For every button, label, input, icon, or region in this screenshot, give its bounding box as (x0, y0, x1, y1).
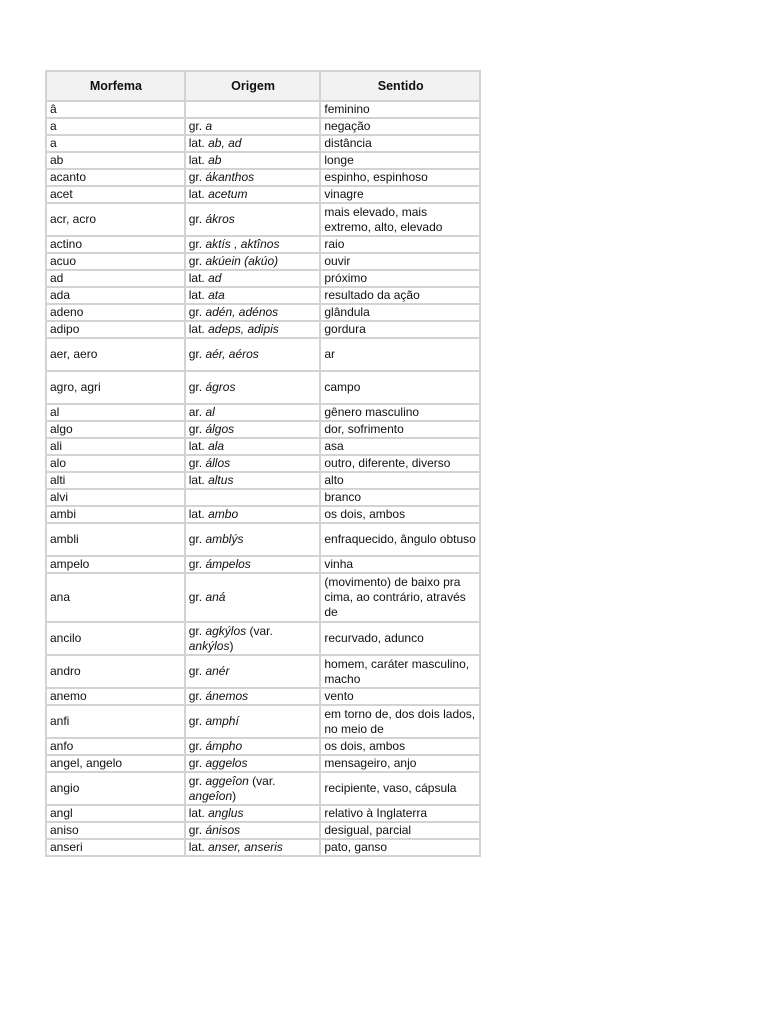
origin-term: aná (205, 590, 226, 604)
table-row (46, 101, 480, 118)
cell-morfema: adipo (46, 321, 185, 338)
cell-morfema: â (46, 101, 185, 118)
cell-morfema: ali (46, 438, 185, 455)
origin-language: lat. (188, 439, 209, 453)
origin-term: anser, anseris (208, 840, 283, 854)
table-row (46, 455, 480, 472)
cell-sentido: longe (320, 152, 480, 169)
cell-morfema: ambi (46, 506, 185, 523)
cell-morfema: acet (46, 186, 185, 203)
cell-sentido: gênero masculino (320, 404, 480, 421)
cell-origem (185, 839, 321, 856)
cell-sentido: vinagre (320, 186, 480, 203)
table-row (46, 556, 480, 573)
origin-language: ar. (188, 405, 206, 419)
cell-morfema: ampelo (46, 556, 185, 573)
cell-sentido: campo (320, 371, 480, 404)
morpheme-table (45, 70, 481, 857)
cell-sentido: glândula (320, 304, 480, 321)
cell-morfema: ab (46, 152, 185, 169)
table-row (46, 573, 480, 622)
cell-origem (185, 321, 321, 338)
table-row (46, 523, 480, 556)
origin-term: ákanthos (205, 170, 255, 184)
cell-sentido: vinha (320, 556, 480, 573)
cell-origem (185, 404, 321, 421)
origin-term: aér, aéros (205, 347, 259, 361)
cell-origem (185, 438, 321, 455)
cell-morfema: aniso (46, 822, 185, 839)
origin-term: angeîon (188, 788, 233, 803)
origin-term: állos (205, 456, 231, 470)
origin-language: lat. (188, 136, 209, 150)
table-row (46, 304, 480, 321)
cell-origem (185, 655, 321, 688)
origin-term: ambo (208, 507, 239, 521)
origin-language: lat. (188, 322, 209, 336)
cell-sentido: branco (320, 489, 480, 506)
origin-term: ad (208, 271, 222, 285)
cell-morfema: alti (46, 472, 185, 489)
origin-term: agkýlos (205, 623, 247, 638)
origin-language: gr. (188, 714, 206, 728)
origin-term: adén, adénos (205, 305, 279, 319)
table-row (46, 321, 480, 338)
origin-term: ágros (205, 380, 236, 394)
origin-language: lat. (188, 806, 209, 820)
origin-term: aktís , aktînos (205, 237, 280, 251)
origin-term: al (205, 405, 215, 419)
cell-origem (185, 152, 321, 169)
table-row (46, 738, 480, 755)
cell-sentido: desigual, parcial (320, 822, 480, 839)
cell-morfema: acuo (46, 253, 185, 270)
origin-language: (var. (246, 623, 273, 638)
table-row (46, 118, 480, 135)
cell-origem (185, 556, 321, 573)
origin-term: aggelos (205, 756, 248, 770)
cell-origem (185, 705, 321, 738)
cell-origem (185, 169, 321, 186)
cell-sentido: alto (320, 472, 480, 489)
cell-origem (185, 270, 321, 287)
table-row (46, 688, 480, 705)
origin-language: gr. (188, 237, 206, 251)
cell-origem (185, 203, 321, 236)
cell-origem (185, 755, 321, 772)
origin-language: gr. (188, 212, 206, 226)
cell-morfema: a (46, 118, 185, 135)
cell-morfema: a (46, 135, 185, 152)
table-row (46, 169, 480, 186)
cell-sentido: recipiente, vaso, cápsula (320, 772, 480, 805)
cell-sentido: espinho, espinhoso (320, 169, 480, 186)
origin-language: lat. (188, 153, 209, 167)
cell-sentido: raio (320, 236, 480, 253)
origin-language: gr. (188, 756, 206, 770)
cell-morfema: andro (46, 655, 185, 688)
table-row (46, 338, 480, 371)
cell-origem (185, 738, 321, 755)
cell-morfema: ambli (46, 523, 185, 556)
cell-origem (185, 186, 321, 203)
origin-language: gr. (188, 557, 206, 571)
table-row (46, 404, 480, 421)
cell-morfema: ana (46, 573, 185, 622)
table-row (46, 236, 480, 253)
cell-origem (185, 304, 321, 321)
table-row (46, 705, 480, 738)
origin-term: altus (208, 473, 234, 487)
cell-morfema: ada (46, 287, 185, 304)
cell-morfema: angl (46, 805, 185, 822)
cell-origem (185, 489, 321, 506)
origin-term: a (205, 119, 213, 133)
origin-term: ab (208, 153, 222, 167)
cell-sentido: pato, ganso (320, 839, 480, 856)
table-row (46, 655, 480, 688)
cell-morfema: adeno (46, 304, 185, 321)
cell-morfema: anseri (46, 839, 185, 856)
cell-morfema: alo (46, 455, 185, 472)
origin-language: gr. (188, 689, 206, 703)
cell-sentido: próximo (320, 270, 480, 287)
origin-term: aggeîon (205, 773, 249, 788)
cell-origem (185, 805, 321, 822)
cell-sentido: os dois, ambos (320, 506, 480, 523)
origin-term: ánemos (205, 689, 249, 703)
cell-origem (185, 622, 321, 655)
origin-term: ámpho (205, 739, 243, 753)
cell-sentido: homem, caráter masculino, macho (320, 655, 480, 688)
table-row (46, 506, 480, 523)
cell-morfema: algo (46, 421, 185, 438)
cell-morfema: acr, acro (46, 203, 185, 236)
header-morfema: Morfema (46, 71, 185, 101)
origin-language: gr. (188, 305, 206, 319)
cell-morfema: angel, angelo (46, 755, 185, 772)
table-row (46, 472, 480, 489)
cell-origem (185, 472, 321, 489)
cell-origem (185, 523, 321, 556)
cell-morfema: actino (46, 236, 185, 253)
cell-sentido: negação (320, 118, 480, 135)
origin-language: gr. (188, 170, 206, 184)
cell-sentido: recurvado, adunco (320, 622, 480, 655)
origin-language: gr. (188, 773, 206, 788)
origin-language: (var. (248, 773, 276, 788)
table-row (46, 839, 480, 856)
origin-language: ) (229, 638, 234, 653)
cell-origem (185, 236, 321, 253)
cell-origem (185, 118, 321, 135)
cell-sentido: resultado da ação (320, 287, 480, 304)
table-row (46, 772, 480, 805)
origin-language: gr. (188, 347, 206, 361)
table-row (46, 421, 480, 438)
header-origem: Origem (185, 71, 321, 101)
cell-sentido: mais elevado, mais extremo, alto, elevado (320, 203, 480, 236)
cell-sentido: em torno de, dos dois lados, no meio de (320, 705, 480, 738)
cell-sentido: asa (320, 438, 480, 455)
table-row (46, 135, 480, 152)
cell-morfema: anemo (46, 688, 185, 705)
cell-sentido: ouvir (320, 253, 480, 270)
cell-origem (185, 101, 321, 118)
table-row (46, 253, 480, 270)
origin-language: gr. (188, 422, 206, 436)
table-row (46, 203, 480, 236)
origin-term: akúein (akúo) (205, 254, 279, 268)
cell-morfema: ad (46, 270, 185, 287)
cell-sentido: distância (320, 135, 480, 152)
table-row (46, 186, 480, 203)
cell-morfema: angio (46, 772, 185, 805)
table-row (46, 438, 480, 455)
table-row (46, 755, 480, 772)
cell-sentido: gordura (320, 321, 480, 338)
table-row (46, 371, 480, 404)
origin-language: gr. (188, 119, 206, 133)
table-row (46, 805, 480, 822)
cell-sentido: relativo à Inglaterra (320, 805, 480, 822)
cell-origem (185, 506, 321, 523)
origin-term: adeps, adipis (208, 322, 279, 336)
table-row (46, 822, 480, 839)
origin-language: lat. (188, 288, 209, 302)
origin-term: álgos (205, 422, 235, 436)
origin-term: ákros (205, 212, 235, 226)
cell-origem (185, 822, 321, 839)
cell-morfema: ancilo (46, 622, 185, 655)
cell-morfema: aer, aero (46, 338, 185, 371)
cell-origem (185, 688, 321, 705)
origin-language: lat. (188, 271, 209, 285)
cell-origem (185, 371, 321, 404)
cell-sentido: outro, diferente, diverso (320, 455, 480, 472)
header-sentido: Sentido (320, 71, 480, 101)
cell-morfema: al (46, 404, 185, 421)
origin-term: ankýlos (188, 638, 230, 653)
origin-term: anglus (208, 806, 244, 820)
origin-language: lat. (188, 507, 209, 521)
origin-term: ata (208, 288, 225, 302)
origin-term: ánisos (205, 823, 241, 837)
origin-language: gr. (188, 739, 206, 753)
origin-language: gr. (188, 590, 206, 604)
origin-term: acetum (208, 187, 248, 201)
origin-term: amphí (205, 714, 239, 728)
cell-origem (185, 421, 321, 438)
origin-language: gr. (188, 380, 206, 394)
origin-term: amblýs (205, 532, 244, 546)
cell-sentido: os dois, ambos (320, 738, 480, 755)
origin-language: lat. (188, 187, 209, 201)
cell-origem (185, 287, 321, 304)
cell-sentido: vento (320, 688, 480, 705)
origin-term: ab, ad (208, 136, 242, 150)
cell-morfema: agro, agri (46, 371, 185, 404)
origin-language: gr. (188, 823, 206, 837)
cell-sentido: dor, sofrimento (320, 421, 480, 438)
origin-term: anér (205, 664, 230, 678)
cell-sentido: mensageiro, anjo (320, 755, 480, 772)
origin-language: gr. (188, 664, 206, 678)
cell-morfema: anfi (46, 705, 185, 738)
origin-language: lat. (188, 473, 209, 487)
table-header-row (46, 71, 480, 101)
table-row (46, 622, 480, 655)
origin-term: ámpelos (205, 557, 251, 571)
cell-morfema: alvi (46, 489, 185, 506)
origin-language: lat. (188, 840, 209, 854)
origin-language: gr. (188, 456, 206, 470)
table-row (46, 489, 480, 506)
origin-language: gr. (188, 532, 206, 546)
cell-origem (185, 573, 321, 622)
table-row (46, 287, 480, 304)
table-row (46, 270, 480, 287)
origin-language: gr. (188, 623, 206, 638)
table-body (46, 101, 480, 856)
origin-term: ala (208, 439, 225, 453)
origin-language: gr. (188, 254, 206, 268)
cell-morfema: anfo (46, 738, 185, 755)
cell-origem (185, 772, 321, 805)
origin-language: ) (232, 788, 237, 803)
cell-morfema: acanto (46, 169, 185, 186)
cell-origem (185, 253, 321, 270)
cell-origem (185, 455, 321, 472)
cell-sentido: enfraquecido, ângulo obtuso (320, 523, 480, 556)
cell-origem (185, 338, 321, 371)
cell-sentido: (movimento) de baixo pra cima, ao contrário, através de (320, 573, 480, 622)
table-row (46, 152, 480, 169)
cell-origem (185, 135, 321, 152)
cell-sentido: ar (320, 338, 480, 371)
cell-sentido: feminino (320, 101, 480, 118)
